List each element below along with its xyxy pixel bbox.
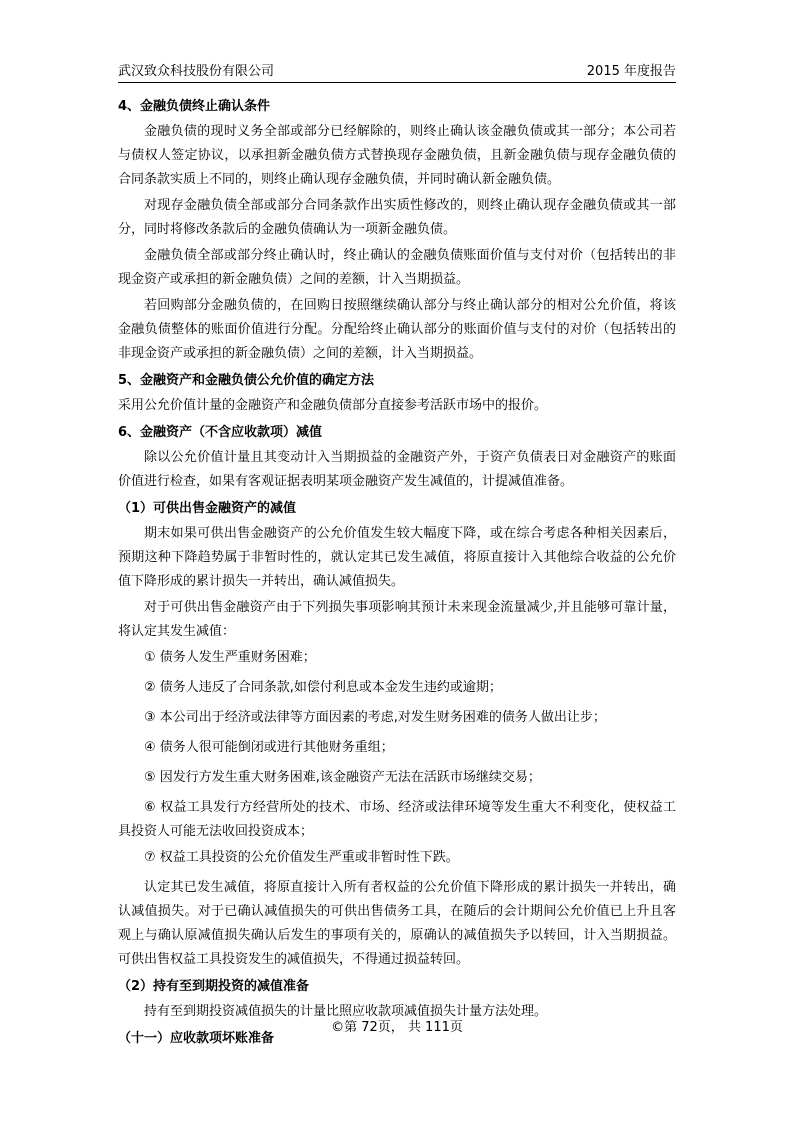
subsection-heading: （2）持有至到期投资的减值准备 (118, 979, 310, 994)
list-item: ⑥ 权益工具发行方经营所处的技术、市场、经济或法律环境等发生重大不利变化，使权益工具投资人可能无法收回投资成本； (118, 800, 676, 839)
paragraph: 金融负债全部或部分终止确认时，终止确认的金融负债账面价值与支付对价（包括转出的非现金资产或承担的新金融负债）之间的差额，计入当期损益。 (118, 248, 676, 287)
company-name: 武汉致众科技股份有限公司 (118, 64, 275, 79)
paragraph: 对现存金融负债全部或部分合同条款作出实质性修改的，则终止确认现存金融负债或其一部分，同时将修改条款后的金融负债确认为一项新金融负债。 (118, 198, 676, 237)
list-item: ③ 本公司出于经济或法律等方面因素的考虑,对发生财务困难的债务人做出让步； (144, 710, 606, 725)
document-body (118, 92, 676, 1052)
paragraph: 持有至到期投资减值损失的计量比照应收款项减值损失计量方法处理。 (144, 1004, 548, 1019)
list-item: ⑦ 权益工具投资的公允价值发生严重或非暂时性下跌。 (144, 850, 459, 865)
subsection-heading: （1）可供出售金融资产的减值 (118, 501, 297, 516)
section-heading: 5、金融资产和金融负债公允价值的确定方法 (118, 373, 375, 388)
paragraph: 对于可供出售金融资产由于下列损失事项影响其预计未来现金流量减少,并且能够可靠计量，将认定其发生减值： (118, 600, 676, 639)
section-heading: 6、金融资产（不含应收款项）减值 (118, 425, 323, 440)
paragraph: 金融负债的现时义务全部或部分已经解除的，则终止确认该金融负债或其一部分；本公司若与债权人签定协议，以承担新金融负债方式替换现存金融负债，且新金融负债与现存金融负债的合同条款实质上不同的，则终止确认现存金融负债，并同时确认新金融负债。 (118, 124, 676, 187)
page-header (118, 58, 676, 83)
paragraph: 认定其已发生减值，将原直接计入所有者权益的公允价值下降形成的累计损失一并转出，确认减值损失。对于已确认减值损失的可供出售债务工具，在随后的会计期间公允价值已上升且客观上与确认原减值损失确认后发生的事项有关的，原确认的减值损失予以转回，计入当期损益。可供出售权益工具投资发生的减值损失，不得通过损益转回。 (118, 880, 676, 967)
paragraph: 期末如果可供出售金融资产的公允价值发生较大幅度下降，或在综合考虑各种相关因素后，预期这种下降趋势属于非暂时性的，就认定其已发生减值，将原直接计入其他综合收益的公允价值下降形成的累计损失一并转出，确认减值损失。 (118, 526, 676, 589)
page-footer: ©第 72页， 共 111页 (331, 1020, 463, 1035)
paragraph: 采用公允价值计量的金融资产和金融负债部分直接参考活跃市场中的报价。 (118, 398, 548, 413)
list-item: ① 债务人发生严重财务困难； (144, 650, 316, 665)
list-item: ② 债务人违反了合同条款,如偿付利息或本金发生违约或逾期； (144, 680, 502, 695)
section-heading: （十一）应收款项坏账准备 (118, 1031, 275, 1046)
report-title: 2015 年度报告 (586, 64, 676, 79)
list-item: ⑤ 因发行方发生重大财务困难,该金融资产无法在活跃市场继续交易； (144, 770, 541, 785)
section-heading: 4、金融负债终止确认条件 (118, 99, 271, 114)
list-item: ④ 债务人很可能倒闭或进行其他财务重组； (144, 740, 394, 755)
paragraph: 除以公允价值计量且其变动计入当期损益的金融资产外，于资产负债表日对金融资产的账面价值进行检查，如果有客观证据表明某项金融资产发生减值的，计提减值准备。 (118, 450, 676, 489)
paragraph: 若回购部分金融负债的，在回购日按照继续确认部分与终止确认部分的相对公允价值，将该金融负债整体的账面价值进行分配。分配给终止确认部分的账面价值与支付的对价（包括转出的非现金资产或承担的新金融负债）之间的差额，计入当期损益。 (118, 298, 676, 361)
